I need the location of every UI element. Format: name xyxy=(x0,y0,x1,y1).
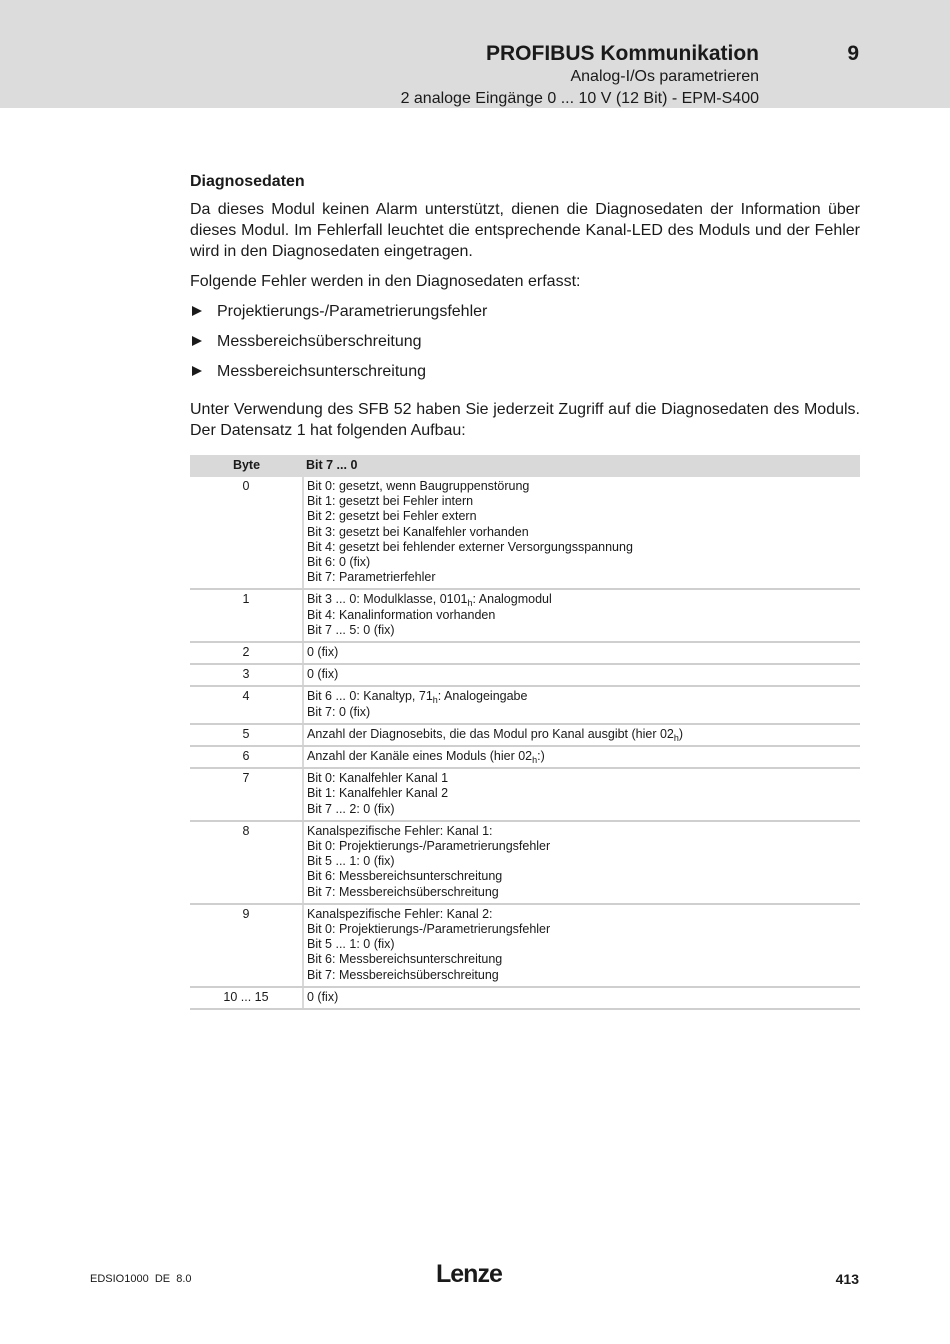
line-text: Bit 5 ... 1: 0 (fix) xyxy=(307,937,395,952)
hex-subscript: h xyxy=(532,755,538,766)
bit-description-line xyxy=(307,749,857,764)
bit-description-cell xyxy=(303,589,860,642)
bit-description-line xyxy=(307,705,857,720)
hex-subscript: h xyxy=(467,598,473,609)
table-row xyxy=(190,904,860,987)
byte-cell: 0 xyxy=(190,477,303,589)
bit-description-line xyxy=(307,922,857,937)
bit-description-cell xyxy=(303,686,860,723)
table-row xyxy=(190,987,860,1009)
line-text: : Analogmodul xyxy=(472,592,552,607)
column-header-byte: Byte xyxy=(190,455,303,477)
bit-description-cell xyxy=(303,768,860,821)
bit-description-line xyxy=(307,608,857,623)
bit-description-line xyxy=(307,802,857,817)
table-row xyxy=(190,642,860,664)
line-text: 0 (fix) xyxy=(307,645,339,660)
byte-cell: 2 xyxy=(190,642,303,664)
chapter-number: 9 xyxy=(847,42,859,65)
line-text: :) xyxy=(537,749,545,764)
line-text: Bit 0: Projektierungs-/Parametrierungsfehler xyxy=(307,839,551,854)
bit-description-line xyxy=(307,525,857,540)
bit-description-line xyxy=(307,990,857,1005)
byte-cell: 7 xyxy=(190,768,303,821)
bit-description-line xyxy=(307,667,857,682)
bit-description-line xyxy=(307,479,857,494)
hex-subscript: h xyxy=(432,695,438,706)
line-text: 0 (fix) xyxy=(307,667,339,682)
lenze-logo: Lenze xyxy=(436,1260,502,1288)
bit-description-cell xyxy=(303,724,860,746)
bit-description-line xyxy=(307,689,857,704)
triangle-bullet-icon xyxy=(192,306,202,316)
line-text: : Analogeingabe xyxy=(437,689,528,704)
line-text: Bit 3: gesetzt bei Kanalfehler vorhanden xyxy=(307,524,529,539)
line-text: Bit 0: Projektierungs-/Parametrierungsfehler xyxy=(307,922,551,937)
table-header-row xyxy=(190,455,860,477)
line-text: Bit 7: 0 (fix) xyxy=(307,704,371,719)
line-text: 0 (fix) xyxy=(307,989,339,1004)
line-text: Anzahl der Kanäle eines Moduls (hier 02 xyxy=(307,749,533,764)
page-number: 413 xyxy=(835,1271,859,1287)
subsection-subtitle: 2 analoge Eingänge 0 ... 10 V (12 Bit) - EPM-S400 xyxy=(400,90,759,107)
bit-description-line xyxy=(307,786,857,801)
bit-description-cell xyxy=(303,642,860,664)
bit-description-cell xyxy=(303,904,860,987)
line-text: Bit 6: 0 (fix) xyxy=(307,555,371,570)
line-text: Bit 0: gesetzt, wenn Baugruppenstörung xyxy=(307,479,530,493)
byte-cell: 4 xyxy=(190,686,303,723)
line-text: Bit 0: Kanalfehler Kanal 1 xyxy=(307,771,449,786)
line-text: Bit 6: Messbereichsunterschreitung xyxy=(307,952,503,967)
errors-intro-paragraph: Folgende Fehler werden in den Diagnosedaten erfasst: xyxy=(190,273,581,290)
line-text: Bit 7: Parametrierfehler xyxy=(307,570,436,585)
line-text: Bit 1: Kanalfehler Kanal 2 xyxy=(307,786,449,801)
line-text: Bit 4: Kanalinformation vorhanden xyxy=(307,607,496,622)
line-text: Bit 7: Messbereichsüberschreitung xyxy=(307,884,499,899)
line-text: Bit 7 ... 2: 0 (fix) xyxy=(307,801,395,816)
byte-cell: 3 xyxy=(190,664,303,686)
bit-description-line xyxy=(307,771,857,786)
bit-description-line xyxy=(307,555,857,570)
bit-description-line xyxy=(307,623,857,638)
page-title: PROFIBUS Kommunikation xyxy=(485,42,759,65)
table-row xyxy=(190,664,860,686)
bit-description-line xyxy=(307,854,857,869)
table-row xyxy=(190,746,860,768)
list-item: Messbereichsüberschreitung xyxy=(190,331,860,361)
bit-description-line xyxy=(307,869,857,884)
column-header-bits: Bit 7 ... 0 xyxy=(303,455,860,477)
byte-cell: 1 xyxy=(190,589,303,642)
line-text: Bit 7: Messbereichsüberschreitung xyxy=(307,967,499,982)
bit-description-line xyxy=(307,937,857,952)
section-heading: Diagnosedaten xyxy=(190,173,305,190)
bit-description-line xyxy=(307,540,857,555)
document-id: EDSIO1000 DE 8.0 xyxy=(90,1273,192,1285)
main-content xyxy=(190,172,860,1010)
line-text: Bit 1: gesetzt bei Fehler intern xyxy=(307,494,474,509)
table-row xyxy=(190,724,860,746)
table-row xyxy=(190,686,860,723)
bit-description-line xyxy=(307,509,857,524)
byte-cell: 10 ... 15 xyxy=(190,987,303,1009)
bit-description-cell xyxy=(303,746,860,768)
section-subtitle: Analog-I/Os parametrieren xyxy=(570,68,759,85)
line-text: Kanalspezifische Fehler: Kanal 2: xyxy=(307,906,493,921)
error-list xyxy=(190,301,860,391)
bit-description-cell xyxy=(303,477,860,589)
line-text: Bit 6 ... 0: Kanaltyp, 71 xyxy=(307,689,433,704)
triangle-bullet-icon xyxy=(192,366,202,376)
line-text: Kanalspezifische Fehler: Kanal 1: xyxy=(307,823,493,838)
triangle-bullet-icon xyxy=(192,336,202,346)
bit-description-cell xyxy=(303,987,860,1009)
bit-description-cell xyxy=(303,821,860,904)
bit-description-line xyxy=(307,645,857,660)
line-text: Bit 5 ... 1: 0 (fix) xyxy=(307,854,395,869)
bit-description-line xyxy=(307,570,857,585)
byte-cell: 6 xyxy=(190,746,303,768)
byte-cell: 8 xyxy=(190,821,303,904)
dataset-paragraph: Unter Verwendung des SFB 52 haben Sie jederzeit Zugriff auf die Diagnosedaten des Moduls. Der Datensatz 1 hat folgenden Aufbau: xyxy=(190,401,860,439)
bit-description-line xyxy=(307,839,857,854)
table-row xyxy=(190,477,860,589)
byte-cell: 5 xyxy=(190,724,303,746)
table-row xyxy=(190,589,860,642)
list-item: Projektierungs-/Parametrierungsfehler xyxy=(190,301,860,331)
line-text: ) xyxy=(678,726,684,741)
bit-description-cell xyxy=(303,664,860,686)
bit-description-line xyxy=(307,952,857,967)
line-text: Anzahl der Diagnosebits, die das Modul pro Kanal ausgibt (hier 02 xyxy=(307,726,674,741)
bit-description-line xyxy=(307,907,857,922)
bit-description-line xyxy=(307,494,857,509)
intro-paragraph: Da dieses Modul keinen Alarm unterstützt, dienen die Diagnosedaten der Information über dieses Modul. Im Fehlerfall leuchtet die entsprechende Kanal-LED des Moduls und der Fehler wird in den Diagnosedaten eingetragen. xyxy=(190,201,860,260)
diagnostic-data-table xyxy=(190,455,860,1010)
line-text: Bit 2: gesetzt bei Fehler extern xyxy=(307,509,477,524)
line-text: Bit 4: gesetzt bei fehlender externer Versorgungsspannung xyxy=(307,539,633,554)
bit-description-line xyxy=(307,968,857,983)
list-item: Messbereichsunterschreitung xyxy=(190,361,860,391)
bit-description-line xyxy=(307,885,857,900)
bit-description-line xyxy=(307,824,857,839)
hex-subscript: h xyxy=(673,732,679,743)
line-text: Bit 6: Messbereichsunterschreitung xyxy=(307,869,503,884)
bit-description-line xyxy=(307,592,857,607)
table-row xyxy=(190,821,860,904)
line-text: Bit 7 ... 5: 0 (fix) xyxy=(307,622,395,637)
table-row xyxy=(190,768,860,821)
line-text: Bit 3 ... 0: Modulklasse, 0101 xyxy=(307,592,468,607)
bit-description-line xyxy=(307,727,857,742)
byte-cell: 9 xyxy=(190,904,303,987)
